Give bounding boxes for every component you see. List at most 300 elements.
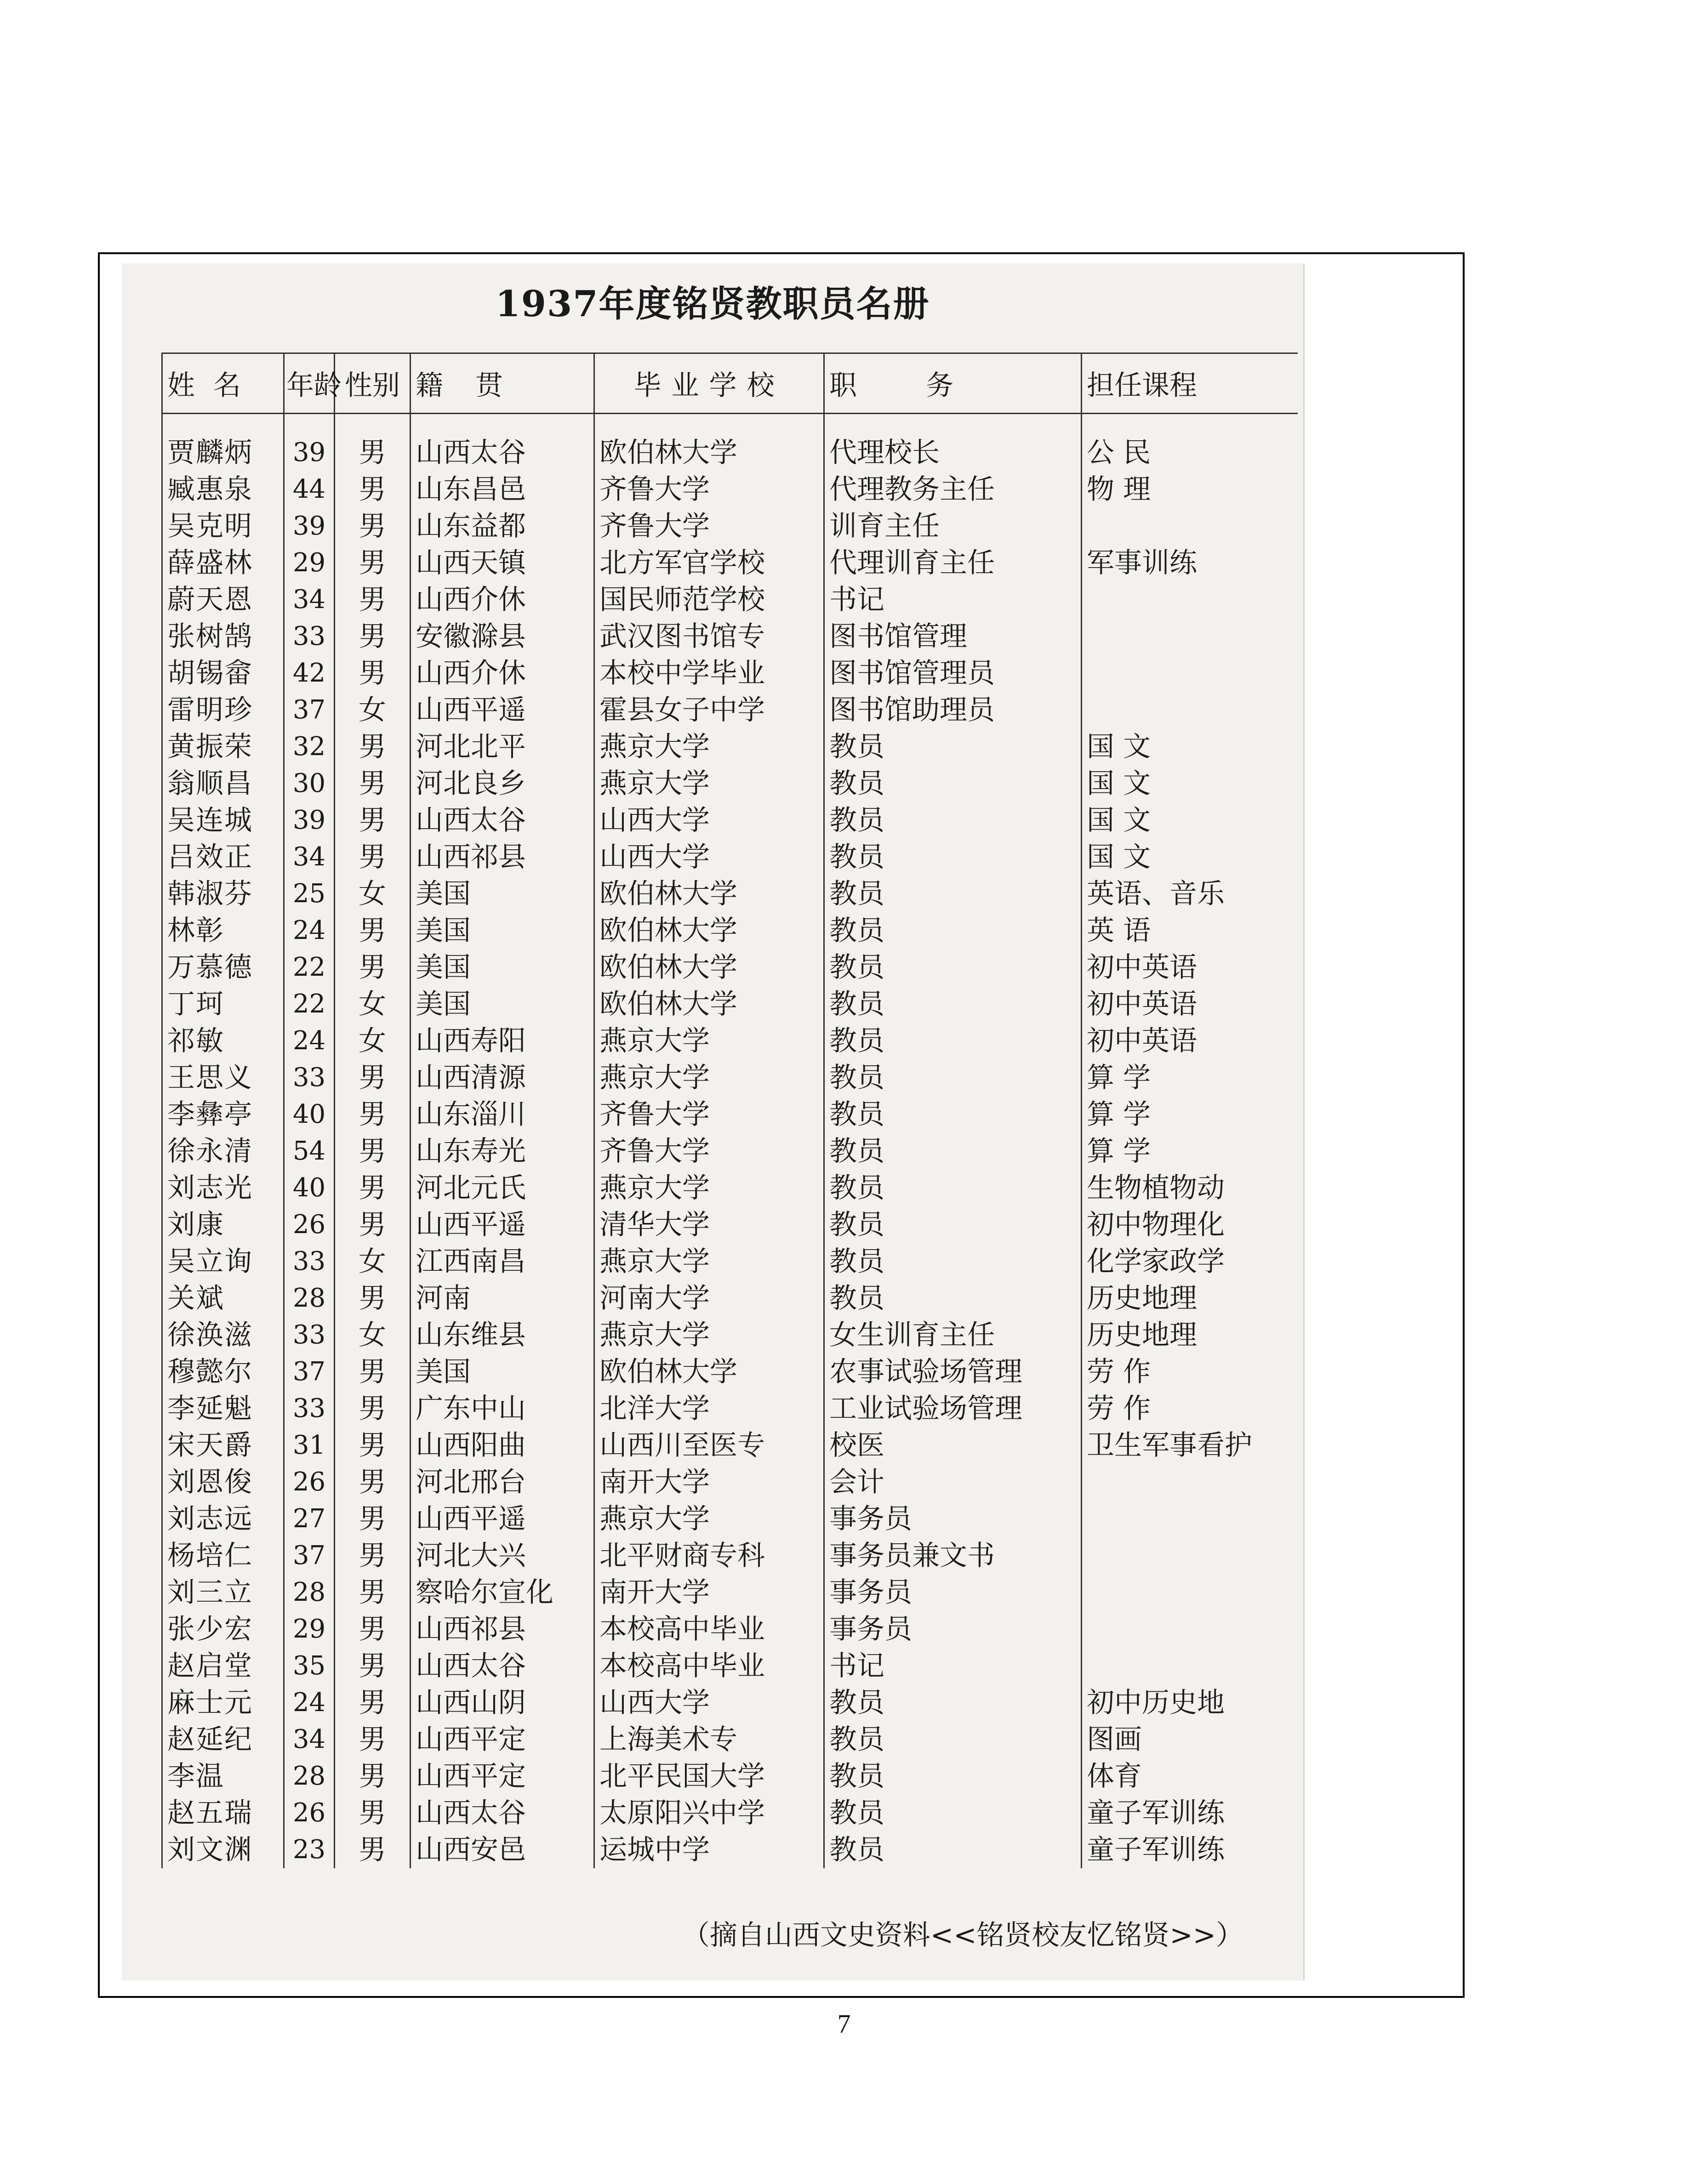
table-row <box>162 1206 1298 1243</box>
cell-native-place: 山西太谷 <box>411 414 594 472</box>
cell-age: 25 <box>284 876 335 912</box>
cell-age: 33 <box>284 618 335 655</box>
table-row <box>162 1059 1298 1096</box>
cell-name: 万慕德 <box>162 949 284 986</box>
cell-name: 赵五瑞 <box>162 1795 284 1831</box>
cell-name: 麻士元 <box>162 1684 284 1721</box>
cell-name: 蔚天恩 <box>162 581 284 618</box>
cell-course: 英语、音乐 <box>1082 876 1298 912</box>
cell-duty: 教员 <box>824 949 1082 986</box>
cell-school: 欧伯林大学 <box>594 414 824 472</box>
cell-course: 算 学 <box>1082 1096 1298 1133</box>
cell-school: 河南大学 <box>594 1280 824 1317</box>
cell-age: 26 <box>284 1206 335 1243</box>
cell-school: 清华大学 <box>594 1206 824 1243</box>
cell-age: 22 <box>284 986 335 1023</box>
table-row <box>162 1390 1298 1427</box>
cell-age: 29 <box>284 545 335 581</box>
table-row <box>162 1684 1298 1721</box>
cell-school: 燕京大学 <box>594 1317 824 1354</box>
cell-native-place: 山西平遥 <box>411 1501 594 1537</box>
cell-native-place: 山东淄川 <box>411 1096 594 1133</box>
cell-school: 欧伯林大学 <box>594 876 824 912</box>
cell-native-place: 山西祁县 <box>411 1611 594 1648</box>
cell-native-place: 山西平定 <box>411 1721 594 1758</box>
cell-native-place: 山西安邑 <box>411 1831 594 1868</box>
table-row <box>162 1721 1298 1758</box>
cell-school: 南开大学 <box>594 1574 824 1611</box>
cell-course: 图画 <box>1082 1721 1298 1758</box>
cell-duty: 教员 <box>824 1096 1082 1133</box>
cell-native-place: 江西南昌 <box>411 1243 594 1280</box>
cell-age: 42 <box>284 655 335 692</box>
header-sex: 性别 <box>335 353 411 414</box>
cell-native-place: 山东益都 <box>411 508 594 545</box>
cell-course <box>1082 618 1298 655</box>
cell-course <box>1082 692 1298 728</box>
cell-age: 34 <box>284 581 335 618</box>
cell-school: 燕京大学 <box>594 1170 824 1206</box>
cell-duty: 教员 <box>824 802 1082 839</box>
cell-course: 初中物理化 <box>1082 1206 1298 1243</box>
cell-native-place: 山西平遥 <box>411 692 594 728</box>
cell-age: 54 <box>284 1133 335 1170</box>
table-row <box>162 876 1298 912</box>
cell-course: 体育 <box>1082 1758 1298 1795</box>
cell-name: 张少宏 <box>162 1611 284 1648</box>
cell-sex: 男 <box>335 912 411 949</box>
table-row <box>162 1023 1298 1059</box>
cell-name: 刘康 <box>162 1206 284 1243</box>
table-row <box>162 1831 1298 1868</box>
cell-duty: 图书馆管理 <box>824 618 1082 655</box>
cell-course: 国 文 <box>1082 765 1298 802</box>
table-row <box>162 692 1298 728</box>
cell-school: 运城中学 <box>594 1831 824 1868</box>
cell-sex: 男 <box>335 1831 411 1868</box>
cell-sex: 男 <box>335 1721 411 1758</box>
cell-name: 丁珂 <box>162 986 284 1023</box>
cell-native-place: 山西太谷 <box>411 1648 594 1684</box>
cell-sex: 男 <box>335 765 411 802</box>
cell-age: 31 <box>284 1427 335 1464</box>
cell-course: 军事训练 <box>1082 545 1298 581</box>
header-name: 姓名 <box>162 353 284 414</box>
cell-sex: 女 <box>335 1243 411 1280</box>
cell-course: 初中英语 <box>1082 986 1298 1023</box>
cell-duty: 代理训育主任 <box>824 545 1082 581</box>
table-row <box>162 949 1298 986</box>
cell-duty: 校医 <box>824 1427 1082 1464</box>
cell-native-place: 山西平定 <box>411 1758 594 1795</box>
cell-school: 欧伯林大学 <box>594 949 824 986</box>
cell-native-place: 山西介休 <box>411 655 594 692</box>
cell-age: 24 <box>284 1023 335 1059</box>
cell-sex: 男 <box>335 1280 411 1317</box>
table-row <box>162 1537 1298 1574</box>
cell-name: 吴立询 <box>162 1243 284 1280</box>
cell-course: 劳 作 <box>1082 1390 1298 1427</box>
cell-duty: 事务员 <box>824 1611 1082 1648</box>
cell-duty: 教员 <box>824 1684 1082 1721</box>
cell-native-place: 山东昌邑 <box>411 471 594 508</box>
cell-sex: 男 <box>335 1758 411 1795</box>
cell-duty: 事务员兼文书 <box>824 1537 1082 1574</box>
table-row <box>162 1243 1298 1280</box>
cell-school: 欧伯林大学 <box>594 912 824 949</box>
cell-native-place: 察哈尔宣化 <box>411 1574 594 1611</box>
cell-school: 燕京大学 <box>594 1501 824 1537</box>
table-row <box>162 986 1298 1023</box>
cell-name: 刘志光 <box>162 1170 284 1206</box>
cell-school: 太原阳兴中学 <box>594 1795 824 1831</box>
cell-duty: 教员 <box>824 728 1082 765</box>
cell-duty: 教员 <box>824 1721 1082 1758</box>
cell-sex: 男 <box>335 1059 411 1096</box>
table-row <box>162 618 1298 655</box>
cell-sex: 男 <box>335 508 411 545</box>
cell-sex: 男 <box>335 1096 411 1133</box>
cell-duty: 教员 <box>824 1795 1082 1831</box>
cell-age: 37 <box>284 1354 335 1390</box>
cell-school: 山西川至医专 <box>594 1427 824 1464</box>
cell-school: 北方军官学校 <box>594 545 824 581</box>
cell-course: 算 学 <box>1082 1059 1298 1096</box>
cell-school: 燕京大学 <box>594 1059 824 1096</box>
cell-sex: 男 <box>335 1464 411 1501</box>
cell-school: 欧伯林大学 <box>594 1354 824 1390</box>
page-number: 7 <box>837 2009 851 2039</box>
cell-age: 32 <box>284 728 335 765</box>
cell-native-place: 美国 <box>411 986 594 1023</box>
cell-age: 26 <box>284 1464 335 1501</box>
cell-duty: 教员 <box>824 1758 1082 1795</box>
cell-age: 35 <box>284 1648 335 1684</box>
cell-duty: 教员 <box>824 1133 1082 1170</box>
cell-school: 武汉图书馆专 <box>594 618 824 655</box>
cell-duty: 图书馆助理员 <box>824 692 1082 728</box>
cell-sex: 男 <box>335 1611 411 1648</box>
cell-duty: 训育主任 <box>824 508 1082 545</box>
cell-native-place: 河南 <box>411 1280 594 1317</box>
cell-sex: 男 <box>335 839 411 876</box>
cell-school: 燕京大学 <box>594 728 824 765</box>
cell-duty: 图书馆管理员 <box>824 655 1082 692</box>
cell-age: 30 <box>284 765 335 802</box>
table-row <box>162 1354 1298 1390</box>
cell-name: 杨培仁 <box>162 1537 284 1574</box>
scanned-roster-image <box>122 263 1305 1980</box>
roster-body <box>162 414 1298 1869</box>
cell-course: 生物植物动 <box>1082 1170 1298 1206</box>
cell-native-place: 山西阳曲 <box>411 1427 594 1464</box>
cell-course: 历史地理 <box>1082 1280 1298 1317</box>
header-course: 担任课程 <box>1082 353 1298 414</box>
cell-native-place: 山西太谷 <box>411 1795 594 1831</box>
cell-native-place: 美国 <box>411 876 594 912</box>
cell-sex: 男 <box>335 655 411 692</box>
cell-age: 23 <box>284 1831 335 1868</box>
cell-course: 物 理 <box>1082 471 1298 508</box>
cell-native-place: 山西山阴 <box>411 1684 594 1721</box>
roster-title: 1937年度铭贤教职员名册 <box>495 283 930 325</box>
cell-course <box>1082 1537 1298 1574</box>
cell-name: 黄振荣 <box>162 728 284 765</box>
table-row <box>162 912 1298 949</box>
cell-native-place: 山西寿阳 <box>411 1023 594 1059</box>
cell-sex: 男 <box>335 545 411 581</box>
cell-duty: 教员 <box>824 1831 1082 1868</box>
cell-course: 公 民 <box>1082 414 1298 472</box>
cell-course: 童子军训练 <box>1082 1795 1298 1831</box>
table-row <box>162 1574 1298 1611</box>
cell-age: 33 <box>284 1390 335 1427</box>
cell-duty: 工业试验场管理 <box>824 1390 1082 1427</box>
cell-sex: 男 <box>335 728 411 765</box>
cell-name: 刘文渊 <box>162 1831 284 1868</box>
cell-sex: 女 <box>335 1023 411 1059</box>
cell-course: 初中英语 <box>1082 1023 1298 1059</box>
source-note: （摘自山西文史资料<<铭贤校友忆铭贤>>） <box>682 1919 1243 1951</box>
table-row <box>162 545 1298 581</box>
cell-sex: 男 <box>335 1427 411 1464</box>
cell-sex: 男 <box>335 1537 411 1574</box>
cell-school: 山西大学 <box>594 839 824 876</box>
table-row <box>162 1317 1298 1354</box>
cell-native-place: 河北大兴 <box>411 1537 594 1574</box>
cell-school: 上海美术专 <box>594 1721 824 1758</box>
cell-name: 张树鹄 <box>162 618 284 655</box>
cell-sex: 男 <box>335 471 411 508</box>
cell-native-place: 河北良乡 <box>411 765 594 802</box>
cell-sex: 男 <box>335 802 411 839</box>
table-row <box>162 1464 1298 1501</box>
table-row <box>162 1096 1298 1133</box>
cell-sex: 男 <box>335 1206 411 1243</box>
cell-sex: 男 <box>335 1170 411 1206</box>
table-row <box>162 1611 1298 1648</box>
cell-native-place: 安徽滁县 <box>411 618 594 655</box>
cell-sex: 男 <box>335 618 411 655</box>
cell-school: 燕京大学 <box>594 1023 824 1059</box>
cell-duty: 事务员 <box>824 1501 1082 1537</box>
cell-sex: 女 <box>335 1317 411 1354</box>
cell-duty: 会计 <box>824 1464 1082 1501</box>
cell-native-place: 河北北平 <box>411 728 594 765</box>
cell-native-place: 山西介休 <box>411 581 594 618</box>
cell-course <box>1082 1611 1298 1648</box>
cell-school: 燕京大学 <box>594 1243 824 1280</box>
cell-name: 穆懿尔 <box>162 1354 284 1390</box>
cell-name: 祁敏 <box>162 1023 284 1059</box>
cell-age: 39 <box>284 802 335 839</box>
cell-course: 英 语 <box>1082 912 1298 949</box>
cell-age: 33 <box>284 1059 335 1096</box>
cell-age: 22 <box>284 949 335 986</box>
table-row <box>162 508 1298 545</box>
header-native-place: 籍贯 <box>411 353 594 414</box>
cell-native-place: 山西天镇 <box>411 545 594 581</box>
cell-age: 26 <box>284 1795 335 1831</box>
cell-duty: 书记 <box>824 1648 1082 1684</box>
cell-school: 山西大学 <box>594 802 824 839</box>
cell-name: 徐永清 <box>162 1133 284 1170</box>
cell-duty: 教员 <box>824 1243 1082 1280</box>
table-row <box>162 1501 1298 1537</box>
cell-name: 徐涣滋 <box>162 1317 284 1354</box>
cell-school: 北平民国大学 <box>594 1758 824 1795</box>
cell-school: 国民师范学校 <box>594 581 824 618</box>
cell-sex: 女 <box>335 692 411 728</box>
table-row <box>162 471 1298 508</box>
cell-school: 霍县女子中学 <box>594 692 824 728</box>
cell-course <box>1082 581 1298 618</box>
cell-age: 33 <box>284 1243 335 1280</box>
cell-duty: 教员 <box>824 986 1082 1023</box>
table-header-row <box>162 353 1298 414</box>
table-row <box>162 1758 1298 1795</box>
cell-native-place: 山西祁县 <box>411 839 594 876</box>
cell-duty: 代理教务主任 <box>824 471 1082 508</box>
cell-duty: 教员 <box>824 912 1082 949</box>
cell-sex: 女 <box>335 986 411 1023</box>
cell-name: 赵启堂 <box>162 1648 284 1684</box>
cell-age: 33 <box>284 1317 335 1354</box>
cell-native-place: 美国 <box>411 912 594 949</box>
cell-course <box>1082 1501 1298 1537</box>
cell-course: 化学家政学 <box>1082 1243 1298 1280</box>
cell-school: 齐鲁大学 <box>594 1133 824 1170</box>
cell-sex: 男 <box>335 1133 411 1170</box>
cell-name: 雷明珍 <box>162 692 284 728</box>
table-row <box>162 1648 1298 1684</box>
page-frame <box>98 252 1465 1998</box>
cell-duty: 教员 <box>824 1280 1082 1317</box>
cell-course: 劳 作 <box>1082 1354 1298 1390</box>
cell-age: 34 <box>284 839 335 876</box>
cell-native-place: 山西清源 <box>411 1059 594 1096</box>
cell-duty: 代理校长 <box>824 414 1082 472</box>
cell-duty: 事务员 <box>824 1574 1082 1611</box>
cell-course: 初中历史地 <box>1082 1684 1298 1721</box>
cell-age: 40 <box>284 1096 335 1133</box>
cell-duty: 教员 <box>824 839 1082 876</box>
table-row <box>162 765 1298 802</box>
cell-name: 韩淑芬 <box>162 876 284 912</box>
cell-native-place: 河北邢台 <box>411 1464 594 1501</box>
staff-roster-table <box>161 353 1298 1868</box>
cell-name: 刘三立 <box>162 1574 284 1611</box>
table-row <box>162 1170 1298 1206</box>
cell-duty: 农事试验场管理 <box>824 1354 1082 1390</box>
cell-age: 39 <box>284 414 335 472</box>
table-row <box>162 802 1298 839</box>
table-row <box>162 839 1298 876</box>
cell-name: 刘志远 <box>162 1501 284 1537</box>
cell-age: 37 <box>284 692 335 728</box>
cell-name: 李彝亭 <box>162 1096 284 1133</box>
cell-age: 39 <box>284 508 335 545</box>
cell-course: 国 文 <box>1082 802 1298 839</box>
table-row <box>162 1280 1298 1317</box>
cell-name: 翁顺昌 <box>162 765 284 802</box>
cell-school: 本校中学毕业 <box>594 655 824 692</box>
cell-sex: 男 <box>335 1501 411 1537</box>
cell-course <box>1082 1464 1298 1501</box>
cell-sex: 男 <box>335 1648 411 1684</box>
cell-course: 算 学 <box>1082 1133 1298 1170</box>
table-row <box>162 728 1298 765</box>
cell-course <box>1082 655 1298 692</box>
cell-course: 历史地理 <box>1082 1317 1298 1354</box>
table-row <box>162 655 1298 692</box>
cell-sex: 男 <box>335 949 411 986</box>
cell-school: 本校高中毕业 <box>594 1611 824 1648</box>
cell-age: 44 <box>284 471 335 508</box>
cell-name: 林彰 <box>162 912 284 949</box>
cell-age: 29 <box>284 1611 335 1648</box>
cell-age: 40 <box>284 1170 335 1206</box>
cell-native-place: 美国 <box>411 949 594 986</box>
cell-duty: 女生训育主任 <box>824 1317 1082 1354</box>
cell-name: 胡锡畲 <box>162 655 284 692</box>
cell-name: 王思义 <box>162 1059 284 1096</box>
cell-sex: 男 <box>335 1390 411 1427</box>
table-row <box>162 1427 1298 1464</box>
cell-course <box>1082 508 1298 545</box>
header-school: 毕业学校 <box>594 353 824 414</box>
cell-course: 卫生军事看护 <box>1082 1427 1298 1464</box>
cell-school: 山西大学 <box>594 1684 824 1721</box>
cell-age: 27 <box>284 1501 335 1537</box>
cell-school: 齐鲁大学 <box>594 1096 824 1133</box>
cell-school: 北平财商专科 <box>594 1537 824 1574</box>
cell-duty: 教员 <box>824 876 1082 912</box>
cell-name: 贾麟炳 <box>162 414 284 472</box>
cell-sex: 男 <box>335 1684 411 1721</box>
cell-name: 吴连城 <box>162 802 284 839</box>
cell-native-place: 山东寿光 <box>411 1133 594 1170</box>
cell-name: 宋天爵 <box>162 1427 284 1464</box>
cell-native-place: 河北元氏 <box>411 1170 594 1206</box>
cell-duty: 教员 <box>824 1059 1082 1096</box>
cell-sex: 男 <box>335 414 411 472</box>
cell-name: 吴克明 <box>162 508 284 545</box>
cell-name: 李延魁 <box>162 1390 284 1427</box>
cell-sex: 男 <box>335 1354 411 1390</box>
cell-school: 北洋大学 <box>594 1390 824 1427</box>
cell-age: 28 <box>284 1758 335 1795</box>
cell-name: 臧惠泉 <box>162 471 284 508</box>
cell-school: 南开大学 <box>594 1464 824 1501</box>
cell-course <box>1082 1574 1298 1611</box>
cell-name: 吕效正 <box>162 839 284 876</box>
cell-name: 赵延纪 <box>162 1721 284 1758</box>
table-row <box>162 414 1298 472</box>
cell-sex: 男 <box>335 1795 411 1831</box>
table-row <box>162 1795 1298 1831</box>
cell-name: 李温 <box>162 1758 284 1795</box>
cell-school: 燕京大学 <box>594 765 824 802</box>
cell-age: 24 <box>284 1684 335 1721</box>
cell-duty: 书记 <box>824 581 1082 618</box>
cell-course: 童子军训练 <box>1082 1831 1298 1868</box>
cell-course: 初中英语 <box>1082 949 1298 986</box>
cell-native-place: 美国 <box>411 1354 594 1390</box>
cell-age: 24 <box>284 912 335 949</box>
cell-age: 37 <box>284 1537 335 1574</box>
cell-name: 关斌 <box>162 1280 284 1317</box>
